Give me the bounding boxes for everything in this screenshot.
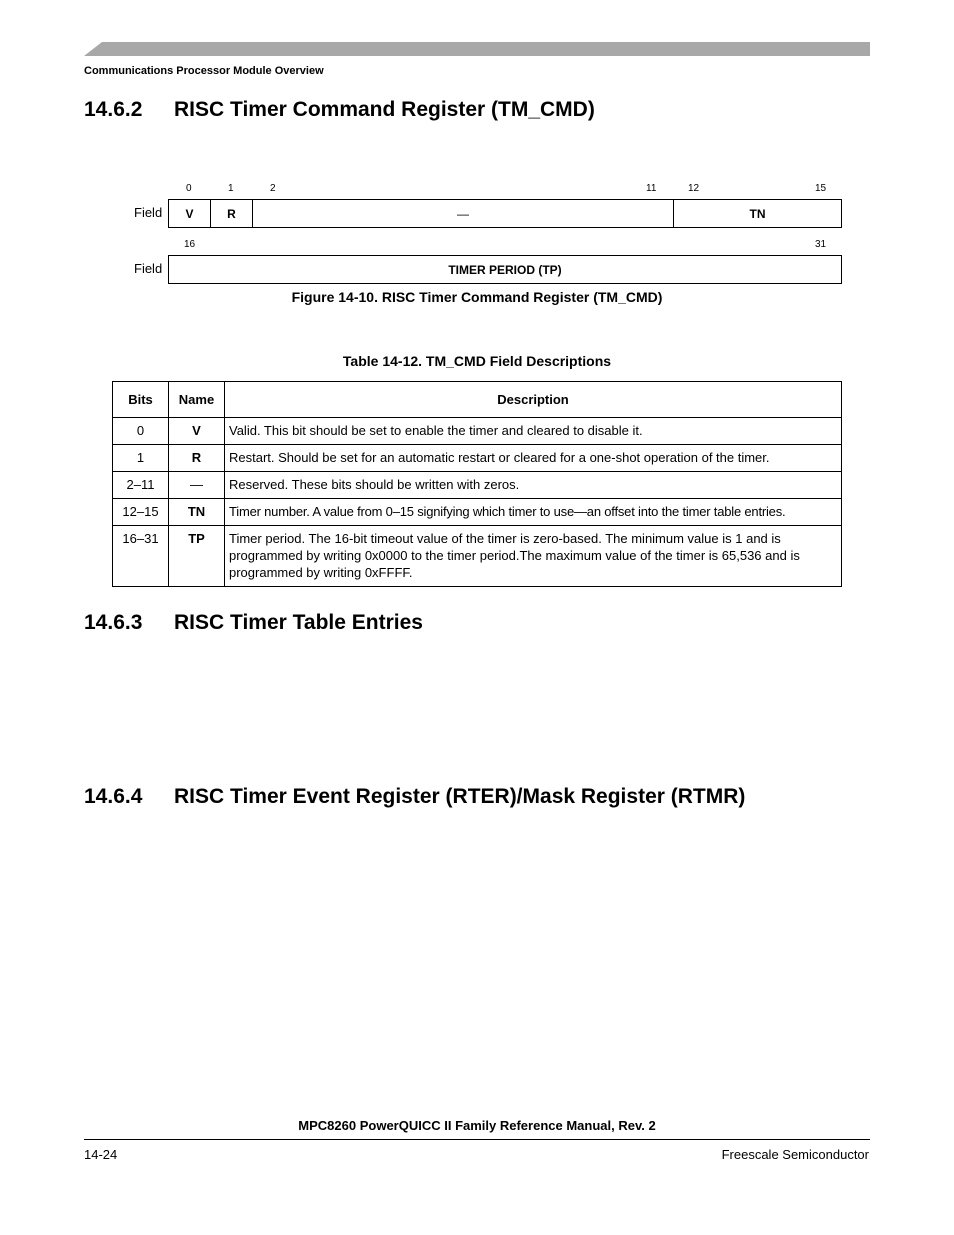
table-row [113, 499, 842, 526]
name-cell: R [169, 445, 225, 472]
name-cell: TN [169, 499, 225, 526]
table-row [113, 526, 842, 587]
bit-number: 12 [688, 183, 700, 194]
description-cell: Timer number. A value from 0–15 signifying which timer to use—an offset into the timer table entries. [225, 499, 842, 526]
section-title: RISC Timer Event Register (RTER)/Mask Register (RTMR) [174, 785, 746, 808]
bit-number: 16 [184, 239, 196, 250]
bit-number: 1 [228, 183, 234, 194]
description-cell: Valid. This bit should be set to enable the timer and cleared to disable it. [225, 418, 842, 445]
register-row-2 [168, 255, 842, 284]
running-header: Communications Processor Module Overview [84, 65, 324, 77]
table-row [113, 418, 842, 445]
field-r: R [211, 200, 253, 227]
description-cell: Restart. Should be set for an automatic restart or cleared for a one-shot operation of the timer. [225, 445, 842, 472]
bits-cell: 16–31 [113, 526, 169, 587]
header-bar [84, 42, 870, 56]
bit-number: 11 [646, 183, 657, 194]
section-heading-14-6-3 [84, 611, 423, 635]
bit-number: 31 [815, 239, 827, 250]
table-header-row [113, 382, 842, 418]
section-number: 14.6.4 [84, 785, 143, 808]
field-tn: TN [749, 206, 766, 221]
column-header: Description [225, 382, 842, 418]
column-header: Name [169, 382, 225, 418]
page-number: 14-24 [84, 1147, 118, 1162]
bits-cell: 2–11 [113, 472, 169, 499]
field-label: Field [134, 205, 163, 220]
figure-caption: Figure 14-10. RISC Timer Command Register (TM_CMD) [291, 289, 663, 305]
field-v: V [169, 200, 211, 227]
company-name: Freescale Semiconductor [721, 1147, 869, 1162]
bits-cell: 0 [113, 418, 169, 445]
section-number: 14.6.2 [84, 98, 143, 121]
field-reserved: — [253, 200, 674, 227]
name-cell: V [169, 418, 225, 445]
field-tp: TIMER PERIOD (TP) [448, 262, 562, 277]
field-description-table [112, 381, 842, 587]
section-heading-14-6-2 [84, 98, 595, 122]
section-heading-14-6-4 [84, 785, 745, 809]
section-number: 14.6.3 [84, 611, 143, 634]
bit-number: 15 [815, 183, 827, 194]
bits-cell: 12–15 [113, 499, 169, 526]
description-cell: Timer period. The 16-bit timeout value of the timer is zero-based. The minimum value is 1 and is programmed by writing 0x0000 to the timer period.The maximum value of the timer is 65,536 and is programmed by writing 0xFFFF. [225, 526, 842, 587]
field-label: Field [134, 261, 163, 276]
bit-number: 0 [186, 183, 192, 194]
table-row [113, 472, 842, 499]
table-row [113, 445, 842, 472]
bit-number: 2 [270, 183, 276, 194]
description-cell: Reserved. These bits should be written with zeros. [225, 472, 842, 499]
name-cell: — [169, 472, 225, 499]
name-cell: TP [169, 526, 225, 587]
table-caption: Table 14-12. TM_CMD Field Descriptions [342, 353, 612, 369]
section-title: RISC Timer Command Register (TM_CMD) [174, 98, 595, 121]
section-title: RISC Timer Table Entries [174, 611, 423, 634]
bits-cell: 1 [113, 445, 169, 472]
column-header: Bits [113, 382, 169, 418]
footer-rule [84, 1139, 870, 1140]
footer-manual-title: MPC8260 PowerQUICC II Family Reference Manual, Rev. 2 [298, 1118, 656, 1133]
register-row-1 [168, 199, 842, 228]
